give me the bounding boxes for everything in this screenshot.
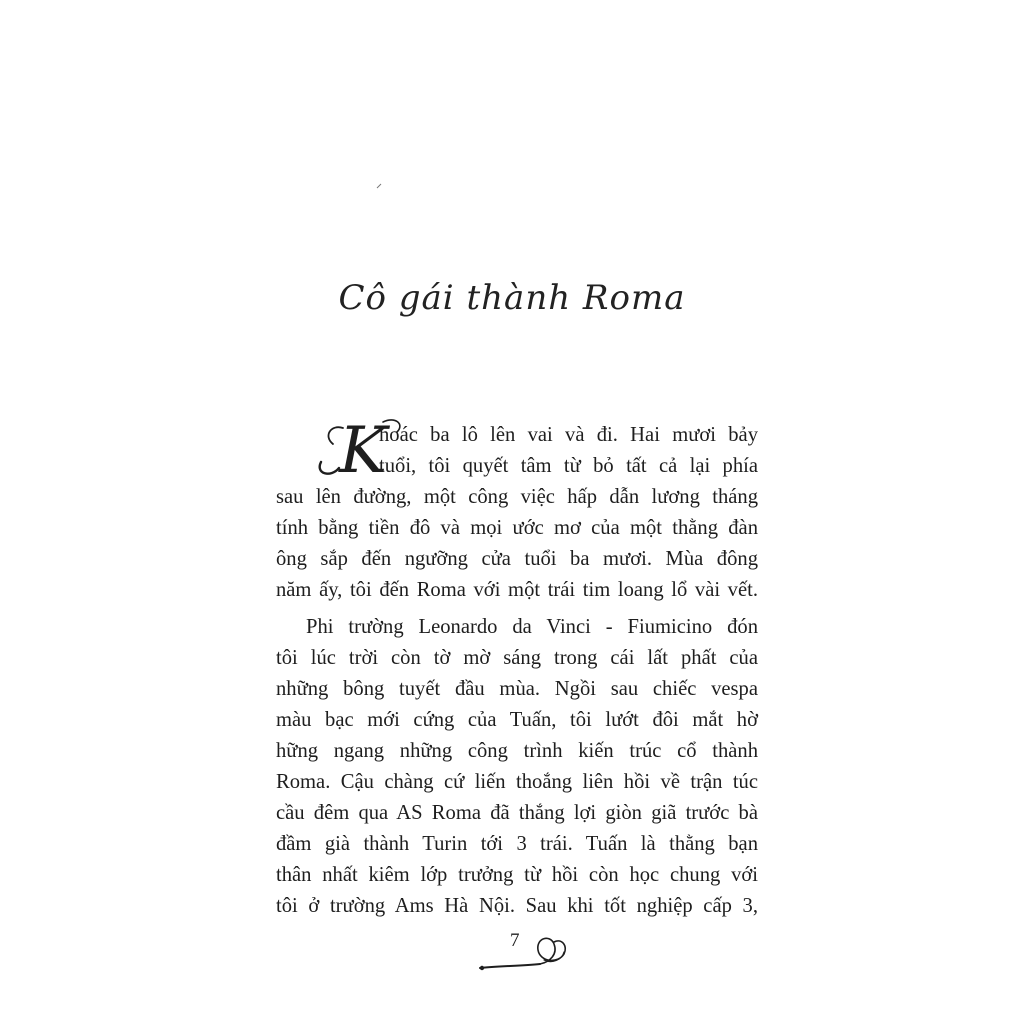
- chapter-body: [276, 420, 758, 922]
- text-line: thân nhất kiêm lớp trưởng từ hồi còn học chung với: [276, 864, 758, 886]
- text-line: Phi trường Leonardo da Vinci - Fiumicino đón: [306, 616, 758, 638]
- text-line: tôi ở trường Ams Hà Nội. Sau khi tốt nghiệp cấp 3,: [276, 895, 758, 917]
- text-line: những bông tuyết đầu mùa. Ngồi sau chiếc vespa: [276, 678, 758, 700]
- text-line: màu bạc mới cứng của Tuấn, tôi lướt đôi mắt hờ: [276, 709, 758, 731]
- text-line: tuổi, tôi quyết tâm từ bỏ tất cả lại phía: [379, 455, 758, 477]
- page-footer: [478, 920, 578, 980]
- text-line: tính bằng tiền đô và mọi ước mơ của một thằng đàn: [276, 517, 758, 539]
- text-line: Roma. Cậu chàng cứ liến thoắng liên hồi về trận túc: [276, 771, 758, 793]
- ornament-flourish-icon: [478, 920, 578, 980]
- text-line: đầm già thành Turin tới 3 trái. Tuấn là thằng bạn: [276, 833, 758, 855]
- chapter-title: Cô gái thành Roma: [338, 278, 686, 318]
- text-line: tôi lúc trời còn tờ mờ sáng trong cái lất phất của: [276, 647, 758, 669]
- text-line: ông sắp đến ngưỡng cửa tuổi ba mươi. Mùa đông: [276, 548, 758, 570]
- ink-speck: [376, 183, 382, 189]
- page-number: 7: [510, 930, 520, 951]
- drop-cap-glyph: K: [339, 416, 387, 486]
- text-line: hoác ba lô lên vai và đi. Hai mươi bảy: [379, 424, 758, 446]
- paragraph-2: [276, 612, 758, 922]
- paragraph-1: [276, 420, 758, 606]
- text-line: cầu đêm qua AS Roma đã thắng lợi giòn giã trước bà: [276, 802, 758, 824]
- text-line: hững ngang những công trình kiến trúc cổ thành: [276, 740, 758, 762]
- text-line: năm ấy, tôi đến Roma với một trái tim loang lổ vài vết.: [276, 579, 758, 601]
- text-line: sau lên đường, một công việc hấp dẫn lương tháng: [276, 486, 758, 508]
